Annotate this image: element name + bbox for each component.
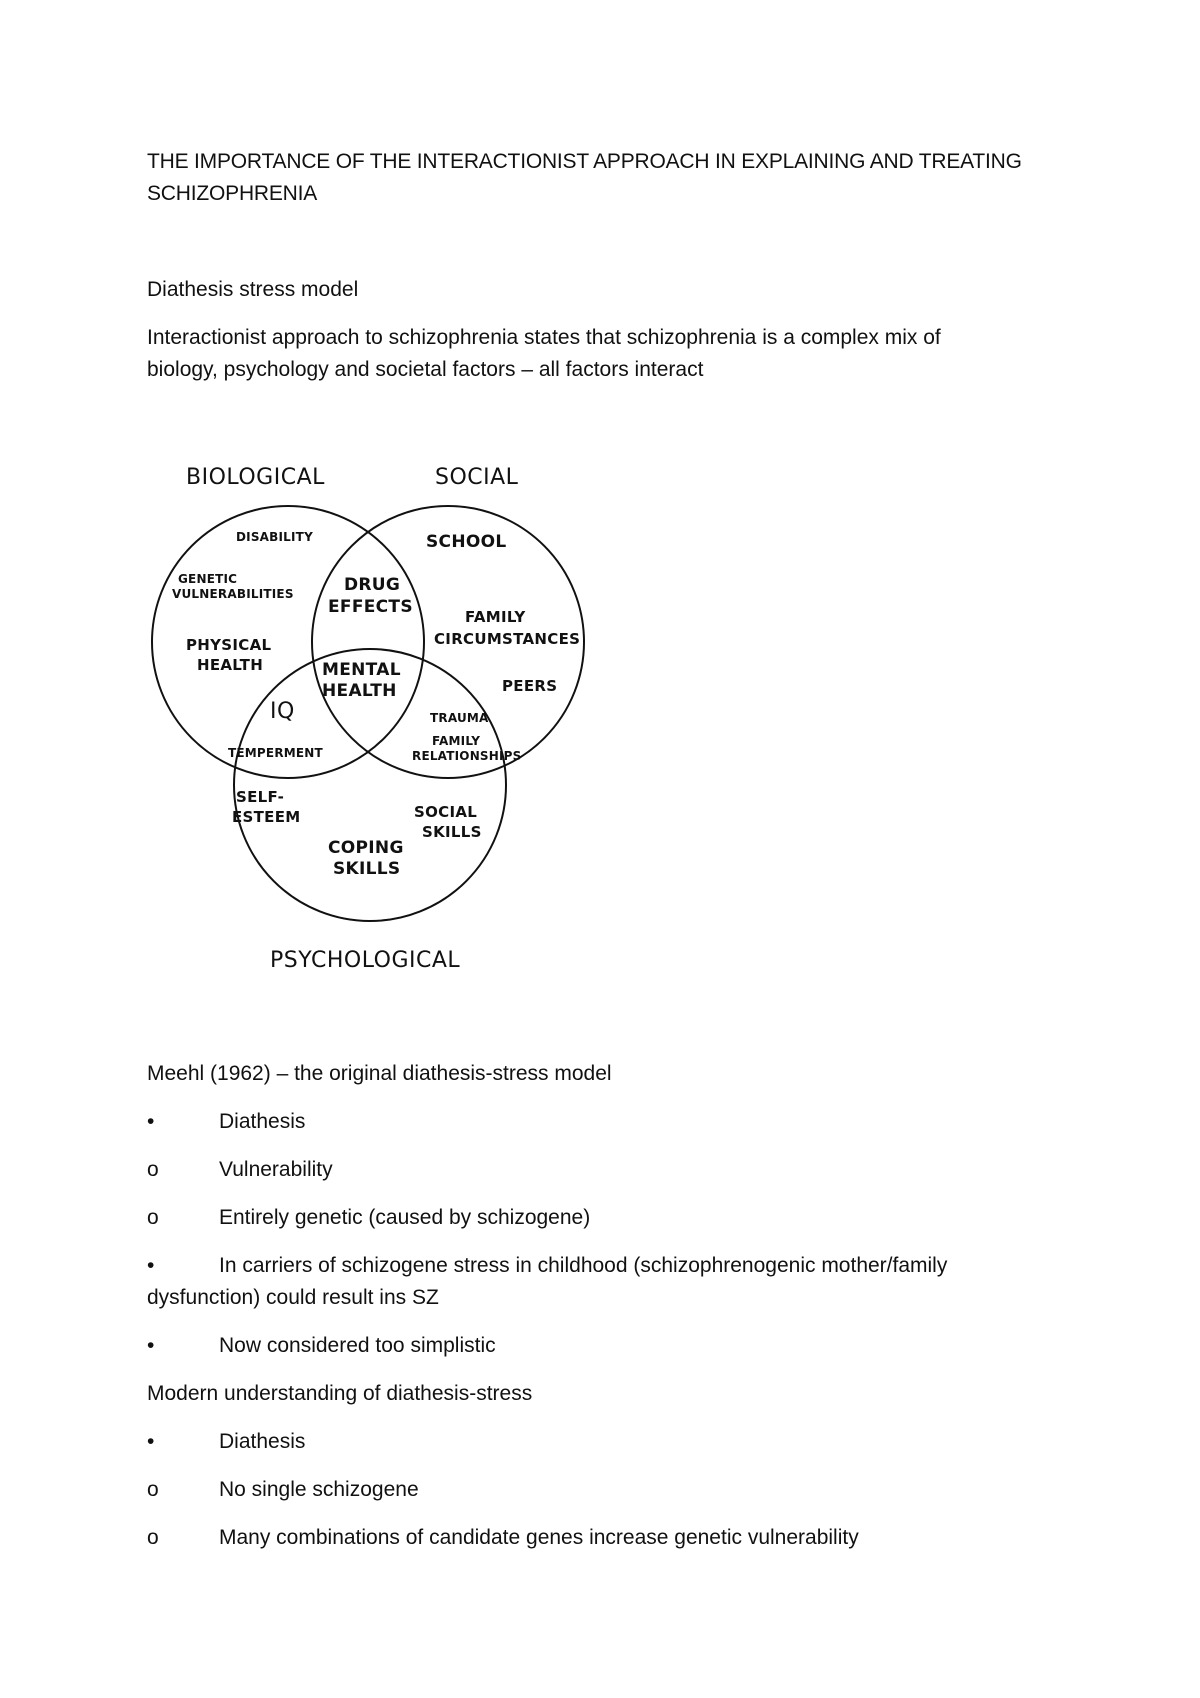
modern-item-text: Diathesis <box>219 1430 306 1453</box>
bullet-marker: • <box>147 1110 155 1133</box>
venn-physical-2: HEALTH <box>197 656 264 674</box>
venn-social-skills-1: SOCIAL <box>414 803 478 821</box>
bullet-marker: o <box>147 1478 159 1501</box>
meehl-item-text: Entirely genetic (caused by schizogene) <box>219 1206 591 1229</box>
venn-iq: IQ <box>270 699 295 724</box>
venn-genetic-2: VULNERABILITIES <box>172 587 294 601</box>
venn-self-1: SELF- <box>236 788 285 806</box>
venn-temperment: TEMPERMENT <box>228 746 323 760</box>
venn-coping-2: SKILLS <box>333 859 401 879</box>
venn-family-1: FAMILY <box>465 608 526 626</box>
modern-item-text: Many combinations of candidate genes increase genetic vulnerability <box>219 1526 859 1549</box>
subtitle: Diathesis stress model <box>147 278 359 301</box>
intro-line-2: biology, psychology and societal factors – all factors interact <box>147 358 704 381</box>
venn-social-skills-2: SKILLS <box>422 823 482 841</box>
venn-drug-1: DRUG <box>344 575 401 595</box>
venn-trauma: TRAUMA <box>430 711 489 725</box>
venn-coping-1: COPING <box>328 838 404 858</box>
psychological-label: PSYCHOLOGICAL <box>270 948 461 973</box>
bullet-marker: • <box>147 1430 155 1453</box>
venn-genetic-1: GENETIC <box>178 572 238 586</box>
meehl-carriers-line-2: dysfunction) could result ins SZ <box>147 1286 439 1309</box>
biological-label: BIOLOGICAL <box>186 465 325 490</box>
meehl-carriers-item <box>147 1250 1047 1314</box>
venn-family-2: CIRCUMSTANCES <box>434 630 581 648</box>
meehl-carriers-line-1: In carriers of schizogene stress in childhood (schizophrenogenic mother/family <box>219 1254 948 1277</box>
document-title-line-2: SCHIZOPHRENIA <box>147 182 318 205</box>
modern-heading: Modern understanding of diathesis-stress <box>147 1382 533 1405</box>
bullet-marker: o <box>147 1158 159 1181</box>
venn-disability: DISABILITY <box>236 530 313 544</box>
venn-peers: PEERS <box>502 677 558 695</box>
venn-diagram <box>150 455 620 975</box>
venn-family-rel-1: FAMILY <box>432 734 481 748</box>
bullet-marker: • <box>147 1334 155 1357</box>
meehl-heading: Meehl (1962) – the original diathesis-stress model <box>147 1062 612 1085</box>
meehl-simplistic-text: Now considered too simplistic <box>219 1334 496 1357</box>
social-label: SOCIAL <box>435 465 519 490</box>
meehl-item-text: Diathesis <box>219 1110 306 1133</box>
meehl-item-text: Vulnerability <box>219 1158 333 1181</box>
venn-school: SCHOOL <box>426 532 507 552</box>
venn-mental-1: MENTAL <box>322 660 401 680</box>
bullet-marker: • <box>147 1254 155 1277</box>
intro-line-1: Interactionist approach to schizophrenia states that schizophrenia is a complex mix of <box>147 326 941 349</box>
bullet-marker: o <box>147 1526 159 1549</box>
modern-item-text: No single schizogene <box>219 1478 419 1501</box>
bullet-marker: o <box>147 1206 159 1229</box>
venn-drug-2: EFFECTS <box>328 597 413 617</box>
document-title-line-1: THE IMPORTANCE OF THE INTERACTIONIST APPROACH IN EXPLAINING AND TREATING <box>147 150 1022 173</box>
venn-self-2: ESTEEM <box>232 808 301 826</box>
venn-physical-1: PHYSICAL <box>186 636 272 654</box>
venn-family-rel-2: RELATIONSHIPS <box>412 749 522 763</box>
venn-mental-2: HEALTH <box>322 681 397 701</box>
